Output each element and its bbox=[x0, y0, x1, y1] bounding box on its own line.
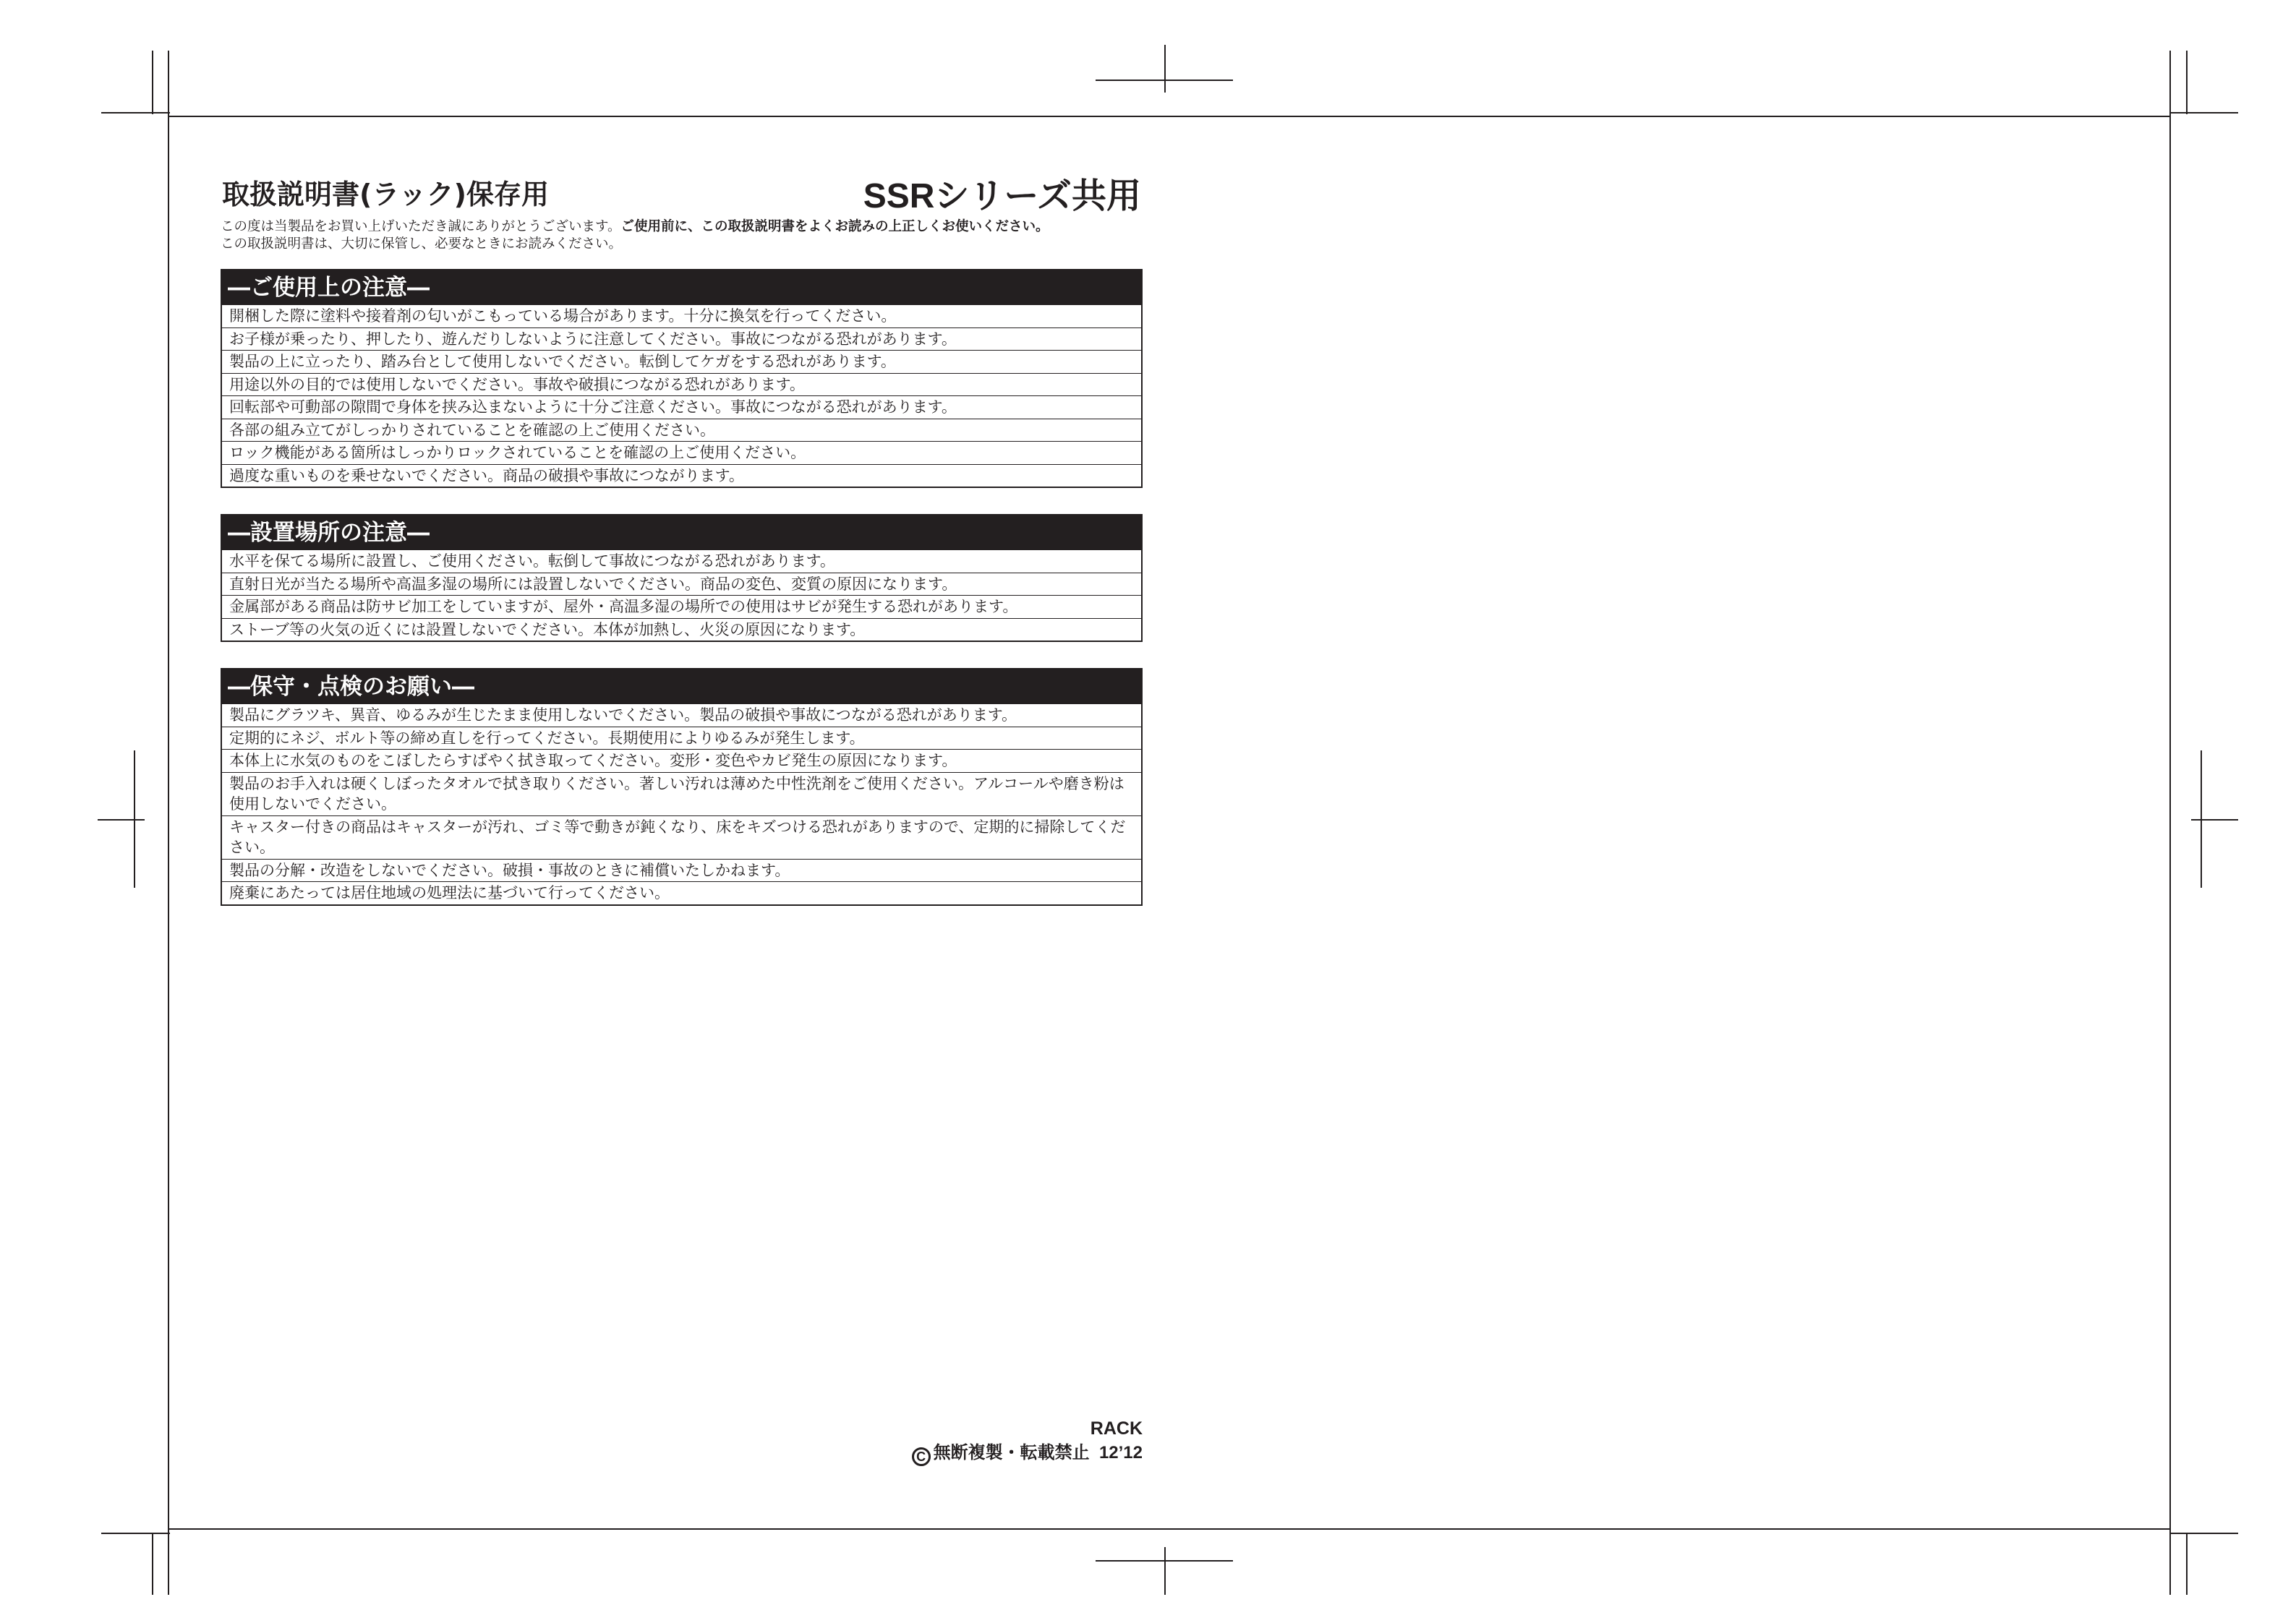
registration-mark bbox=[2191, 819, 2238, 821]
crop-mark bbox=[2169, 112, 2238, 114]
registration-mark bbox=[134, 750, 135, 888]
intro-text bbox=[221, 218, 1143, 253]
registration-mark bbox=[1164, 1547, 1166, 1595]
document-body bbox=[221, 166, 1143, 906]
list-item: 定期的にネジ、ボルト等の締め直しを行ってください。長期使用によりゆるみが発生します。 bbox=[222, 727, 1141, 750]
document-title: 取扱説明書(ラック)保存用 bbox=[222, 179, 549, 210]
copyright-notice: 無断複製・転載禁止 bbox=[933, 1442, 1090, 1463]
caution-list bbox=[222, 550, 1141, 641]
intro-line-2: この取扱説明書は、大切に保管し、必要なときにお読みください。 bbox=[221, 236, 623, 252]
list-item: 製品の分解・改造をしないでください。破損・事故のときに補償いたしかねます。 bbox=[222, 859, 1141, 882]
list-item: 用途以外の目的では使用しないでください。事故や破損につながる恐れがあります。 bbox=[222, 373, 1141, 396]
section-heading: ―保守・点検のお願い― bbox=[222, 669, 1141, 704]
list-item: キャスター付きの商品はキャスターが汚れ、ゴミ等で動きが鈍くなり、床をキズつける恐れがありますので、定期的に掃除してください。 bbox=[222, 815, 1141, 859]
section-maintenance-requests bbox=[221, 668, 1143, 906]
list-item: 水平を保てる場所に設置し、ご使用ください。転倒して事故につながる恐れがあります。 bbox=[229, 552, 835, 570]
list-item: 回転部や可動部の隙間で身体を挟み込まないように十分ご注意ください。事故につながる恐れがあります。 bbox=[222, 395, 1141, 419]
intro-plain: この度は当製品をお買い上げいただき誠にありがとうございます。 bbox=[221, 219, 621, 234]
list-item: 本体上に水気のものをこぼしたらすばやく拭き取ってください。変形・変色やカビ発生の原因になります。 bbox=[222, 749, 1141, 772]
section-heading: ―設置場所の注意― bbox=[222, 515, 1141, 550]
list-item: 製品の上に立ったり、踏み台として使用しないでください。転倒してケガをする恐れがあります。 bbox=[222, 350, 1141, 373]
crop-mark bbox=[168, 1530, 169, 1595]
title-row bbox=[221, 166, 1143, 215]
series-title: SSRシリーズ共用 bbox=[863, 177, 1141, 215]
list-item: 直射日光が当たる場所や高温多湿の場所には設置しないでください。商品の変色、変質の原因になります。 bbox=[222, 573, 1141, 596]
list-item: 過度な重いものを乗せないでください。商品の破損や事故につながります。 bbox=[222, 464, 1141, 487]
crop-mark bbox=[152, 51, 153, 114]
registration-mark bbox=[1164, 45, 1166, 93]
crop-mark bbox=[152, 1533, 153, 1595]
list-item: 製品のお手入れは硬くしぼったタオルで拭き取りください。著しい汚れは薄めた中性洗剤をご使用ください。アルコールや磨き粉は使用しないでください。 bbox=[222, 772, 1141, 815]
intro-emphasis: ご使用前に、この取扱説明書をよくお読みの上正しくお使いください。 bbox=[620, 219, 1049, 234]
footer bbox=[795, 1417, 1143, 1466]
list-item: ストーブ等の火気の近くには設置しないでください。本体が加熱し、火災の原因になります。 bbox=[222, 618, 1141, 641]
list-item: ロック機能がある箇所はしっかりロックされていることを確認の上ご使用ください。 bbox=[222, 441, 1141, 464]
crop-mark bbox=[2186, 51, 2188, 114]
caution-list bbox=[222, 704, 1141, 904]
crop-mark bbox=[101, 112, 170, 114]
list-item: 開梱した際に塗料や接着剤の匂いがこもっている場合があります。十分に換気を行ってください。 bbox=[229, 307, 897, 325]
intro-line-1 bbox=[221, 218, 1143, 236]
list-item: お子様が乗ったり、押したり、遊んだりしないように注意してください。事故につながる恐れがあります。 bbox=[222, 327, 1141, 351]
crop-mark bbox=[101, 1533, 170, 1534]
issue-date: 12’12 bbox=[1098, 1443, 1143, 1463]
list-item: 金属部がある商品は防サビ加工をしていますが、屋外・高温多湿の場所での使用はサビが発生する恐れがあります。 bbox=[222, 595, 1141, 618]
registration-mark bbox=[2201, 750, 2202, 888]
list-item: 廃棄にあたっては居住地域の処理法に基づいて行ってください。 bbox=[222, 881, 1141, 904]
list-item: 製品にグラツキ、異音、ゆるみが生じたまま使用しないでください。製品の破損や事故につながる恐れがあります。 bbox=[229, 706, 1017, 724]
crop-mark bbox=[2169, 1530, 2171, 1595]
registration-mark bbox=[98, 819, 145, 821]
crop-mark bbox=[2169, 51, 2171, 116]
list-item: 各部の組み立てがしっかりされていることを確認の上ご使用ください。 bbox=[222, 419, 1141, 442]
copyright-icon: C bbox=[912, 1447, 931, 1466]
section-installation-cautions bbox=[221, 514, 1143, 642]
section-heading: ―ご使用上の注意― bbox=[222, 270, 1141, 305]
copyright-line bbox=[795, 1440, 1143, 1466]
product-code: RACK bbox=[1090, 1418, 1143, 1439]
crop-mark bbox=[2186, 1533, 2188, 1595]
caution-list bbox=[222, 305, 1141, 487]
section-usage-cautions bbox=[221, 269, 1143, 488]
crop-mark bbox=[168, 51, 169, 116]
crop-mark bbox=[2169, 1533, 2238, 1534]
